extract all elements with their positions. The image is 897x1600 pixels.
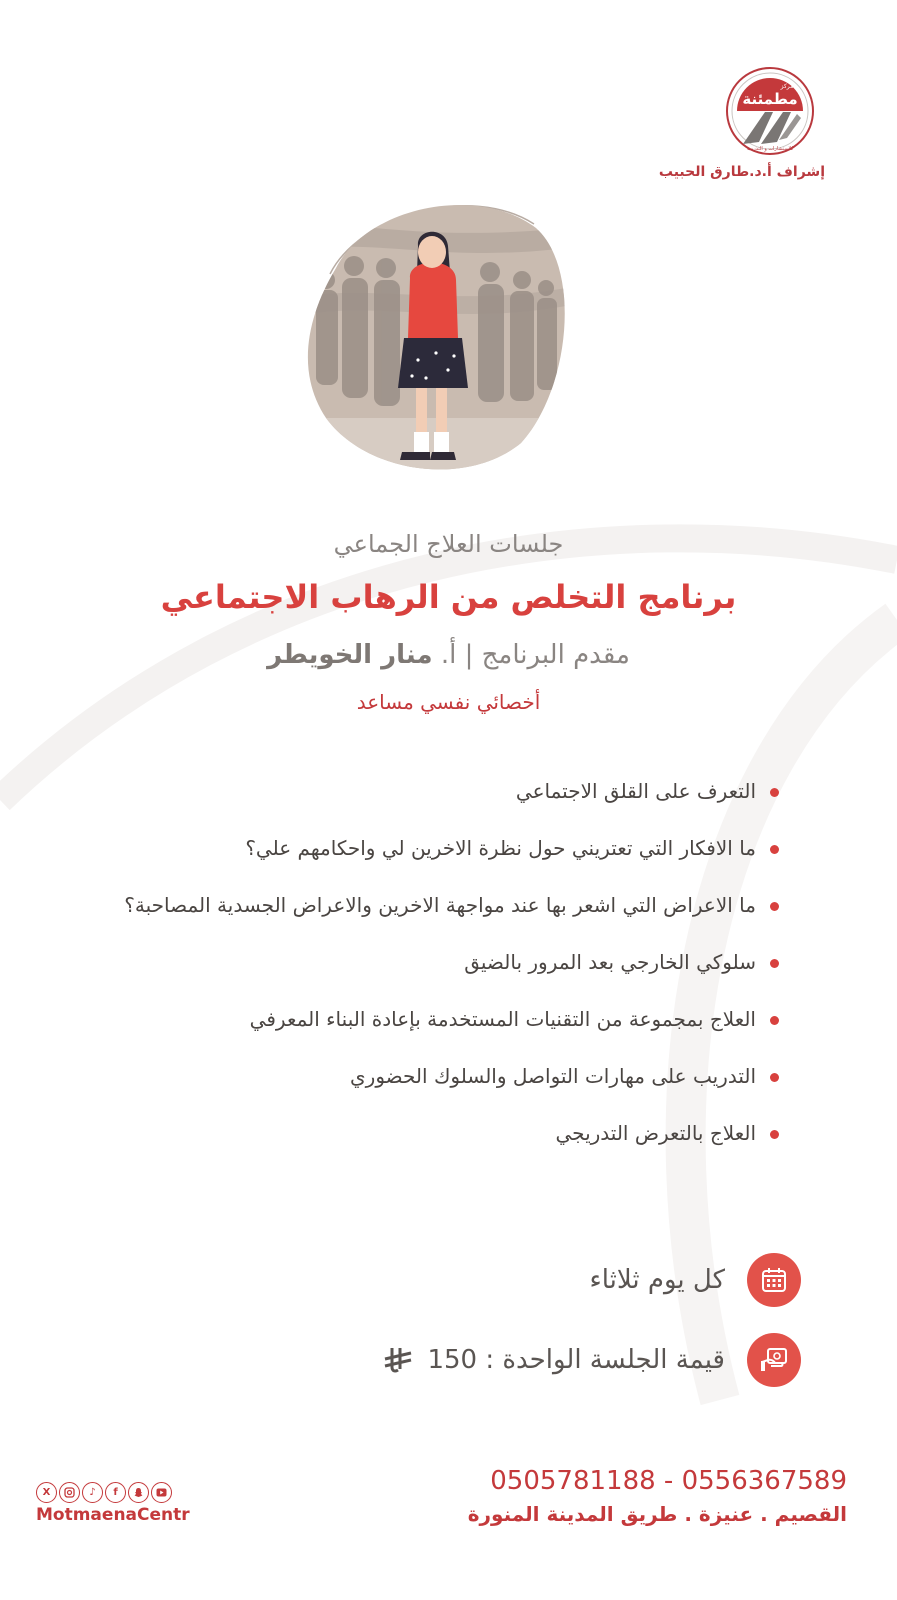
bullet-icon (770, 1073, 779, 1082)
schedule-text: كل يوم ثلاثاء (589, 1265, 725, 1295)
topic-text: ما الاعراض التي اشعر بها عند مواجهة الاخرين والاعراض الجسدية المصاحبة؟ (124, 893, 756, 917)
program-title: برنامج التخلص من الرهاب الاجتماعي (160, 578, 737, 616)
list-item (124, 1060, 779, 1093)
social-links (36, 1482, 190, 1525)
phone-numbers[interactable]: 0505781188 - 0556367589 (490, 1466, 847, 1496)
supervision-text: إشراف أ.د.طارق الحبيب (658, 164, 825, 180)
topic-text: سلوكي الخارجي بعد المرور بالضيق (464, 950, 756, 974)
price-text (383, 1345, 725, 1376)
logo-badge (725, 66, 815, 156)
program-subtitle: جلسات العلاج الجماعي (333, 530, 564, 558)
topics-list (124, 775, 779, 1174)
topic-text: التعرف على القلق الاجتماعي (515, 779, 756, 803)
logo-small-bottom: للاستشارات و التدريب (746, 146, 794, 152)
bullet-icon (770, 959, 779, 968)
tiktok-icon[interactable]: ♪ (82, 1482, 103, 1503)
x-icon[interactable]: X (36, 1482, 57, 1503)
topic-text: ما الافكار التي تعتريني حول نظرة الاخرين لي واحكامهم علي؟ (245, 836, 756, 860)
list-item (124, 1117, 779, 1150)
topic-text: العلاج بالتعرض التدريجي (555, 1121, 756, 1145)
list-item (124, 946, 779, 979)
logo-text: مطمئنة (742, 90, 798, 108)
bullet-icon (770, 845, 779, 854)
schedule-row (590, 1252, 802, 1308)
calendar-icon (747, 1253, 801, 1307)
bullet-icon (770, 902, 779, 911)
list-item (124, 832, 779, 865)
list-item (124, 1003, 779, 1036)
presenter-line (0, 640, 897, 670)
brand-logo (658, 66, 825, 180)
social-handle[interactable]: MotmaenaCentr (36, 1505, 190, 1525)
bullet-icon (770, 788, 779, 797)
price-row (383, 1332, 801, 1388)
presenter-role: أخصائي نفسي مساعد (356, 690, 541, 714)
presenter-label: مقدم البرنامج | أ. (440, 640, 630, 670)
money-icon (747, 1333, 801, 1387)
address-text: القصيم . عنيزة . طريق المدينة المنورة (467, 1502, 847, 1526)
hero-illustration (296, 188, 566, 478)
youtube-icon[interactable] (151, 1482, 172, 1503)
logo-small-top: مركز (780, 83, 794, 90)
topic-text: العلاج بمجموعة من التقنيات المستخدمة بإعادة البناء المعرفي (249, 1007, 756, 1031)
saudi-riyal-icon (383, 1345, 413, 1375)
bullet-icon (770, 1130, 779, 1139)
price-label: قيمة الجلسة الواحدة : (485, 1344, 725, 1375)
list-item (124, 775, 779, 808)
snapchat-icon[interactable] (128, 1482, 149, 1503)
topic-text: التدريب على مهارات التواصل والسلوك الحضوري (350, 1064, 756, 1088)
list-item (124, 889, 779, 922)
instagram-icon[interactable] (59, 1482, 80, 1503)
price-amount: 150 (427, 1344, 478, 1375)
bullet-icon (770, 1016, 779, 1025)
presenter-name: منار الخويطر (267, 640, 433, 670)
facebook-icon[interactable]: f (105, 1482, 126, 1503)
